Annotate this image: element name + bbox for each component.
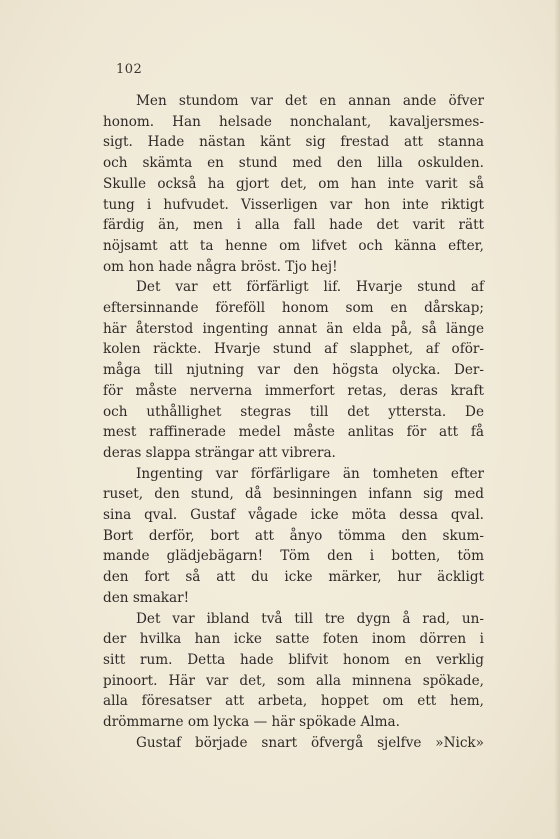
text-line: alla föresatser att arbeta, hoppet om ett hem, (103, 693, 484, 710)
text-line: honom. Han helsade nonchalant, kavaljersmes- (103, 113, 484, 130)
text-line: och skämta en stund med den lilla oskulden. (103, 155, 484, 172)
text-line: måga till njutning var den högsta olycka. Der- (103, 362, 484, 379)
text-line: sigt. Hade nästan känt sig frestad att stanna (103, 134, 484, 151)
text-line: här återstod ingenting annat än elda på, så länge (103, 320, 484, 337)
text-line: den fort så att du icke märker, hur äckligt (103, 569, 484, 586)
text-line: mande glädjebägarn! Töm den i botten, töm (103, 548, 484, 565)
text-line: den smakar! (103, 589, 190, 606)
text-line: Skulle också ha gjort det, om han inte varit så (103, 175, 484, 192)
text-line: Det var ibland två till tre dygn å rad, un- (136, 610, 484, 627)
text-line: och uthållighet stegras till det yttersta. De (103, 403, 484, 420)
text-line: Bort derför, bort att ånyo tömma den skum- (103, 527, 484, 544)
text-line: tung i hufvudet. Visserligen var hon inte riktigt (103, 196, 484, 213)
text-line: mest raffinerade medel måste anlitas för att få (103, 424, 484, 441)
text-line: der hvilka han icke satte foten inom dörren i (103, 631, 484, 648)
text-line: Det var ett förfärligt lif. Hvarje stund af (136, 279, 484, 296)
text-line: nöjsamt att ta henne om lifvet och känna efter, (103, 237, 484, 254)
text-line: pinoort. Här var det, som alla minnena spökade, (103, 672, 484, 689)
text-line: ruset, den stund, då besinningen infann sig med (103, 486, 484, 503)
body-text (103, 91, 484, 754)
text-line: Men stundom var det en annan ande öfver (136, 93, 484, 109)
text-line: drömmarne om lycka — här spökade Alma. (103, 714, 400, 731)
text-line: för måste nerverna immerfort retas, deras kraft (103, 382, 484, 399)
text-line: färdig än, men i alla fall hade det varit rätt (103, 217, 484, 234)
text-line: Gustaf började snart öfvergå sjelfve »Nick» (136, 734, 484, 751)
page-number: 102 (116, 62, 143, 77)
text-line: kolen räckte. Hvarje stund af slapphet, af oför- (103, 341, 484, 358)
text-line: om hon hade några bröst. Tjo hej! (103, 258, 338, 275)
text-line: sina qval. Gustaf vågade icke möta dessa qval. (103, 507, 484, 524)
text-line: deras slappa strängar att vibrera. (103, 444, 336, 461)
text-line: sitt rum. Detta hade blifvit honom en verklig (103, 651, 484, 668)
text-line: Ingenting var förfärligare än tomheten efter (136, 465, 484, 482)
text-line: eftersinnande föreföll honom som en dårskap; (103, 300, 484, 317)
page-edge-shadow (554, 0, 560, 839)
